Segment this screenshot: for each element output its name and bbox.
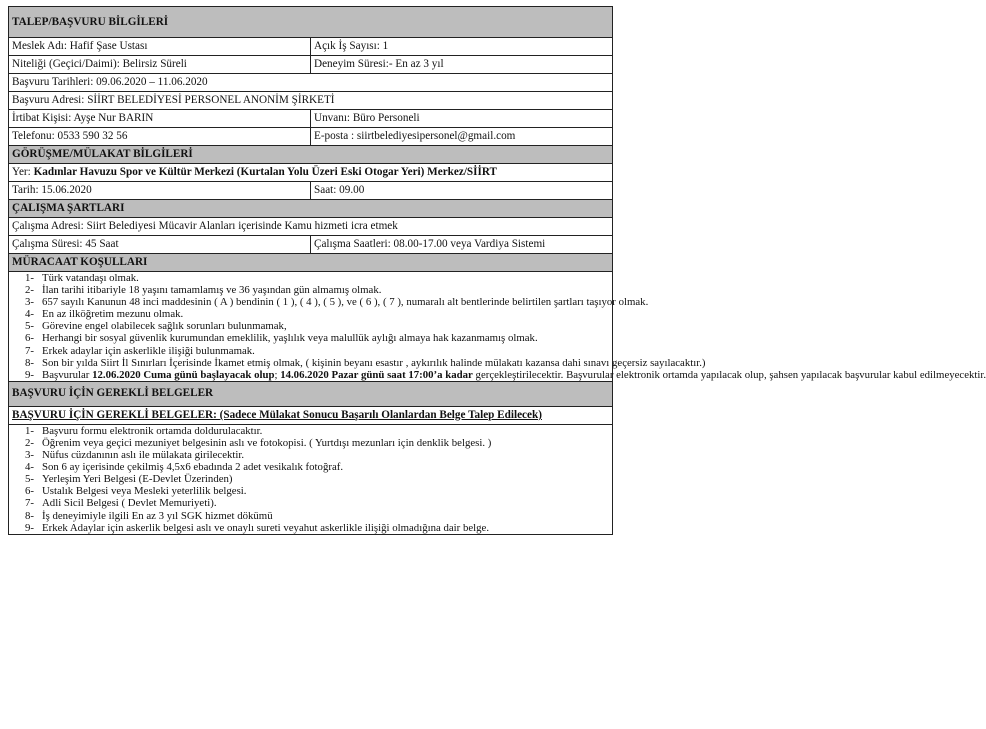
yer-label: Yer: — [12, 166, 34, 178]
section-heading-gorusme: GÖRÜŞME/MÜLAKAT BİLGİLERİ — [9, 146, 613, 164]
belgeler-list-cell — [9, 424, 613, 534]
belgeler-subheading: BAŞVURU İÇİN GEREKLİ BELGELER: (Sadece Mülakat Sonucu Başarılı Olanlardan Belge Talep Edilecek) — [9, 406, 613, 424]
list-item: 5- Görevine engel olabilecek sağlık sorunları bulunmamak, — [25, 320, 287, 333]
acik-is-sayisi: Açık İş Sayısı: 1 — [311, 38, 613, 56]
list-item: 6- Ustalık Belgesi veya Mesleki yeterlilik belgesi. — [25, 485, 247, 498]
section-heading-belgeler: BAŞVURU İÇİN GEREKLİ BELGELER — [9, 381, 613, 406]
list-item: 7- Adli Sicil Belgesi ( Devlet Memuriyeti). — [25, 497, 217, 510]
gorusme-saati: Saat: 09.00 — [311, 182, 613, 200]
list-item: 7- Erkek adaylar için askerlikle ilişiği bulunmamak. — [25, 344, 255, 357]
telefonu: Telefonu: 0533 590 32 56 — [9, 128, 311, 146]
list-item: 3- Nüfus cüzdanının aslı ile mülakata girilecektir. — [25, 449, 245, 462]
list-item: 9- Başvurular 12.06.2020 Cuma günü başlayacak olup; 14.06.2020 Pazar günü saat 17:00’a kadar gerçekleştirilecektir. Başvurular elektronik ortamda yapılacak olup, şahsen yapılacak başvurular kabul edilmeyecektir. — [25, 368, 986, 381]
list-item: 5- Yerleşim Yeri Belgesi (E-Devlet Üzerinden) — [25, 473, 233, 486]
list-item: 4- En az ilköğretim mezunu olmak. — [25, 308, 184, 321]
list-item: 4- Son 6 ay içerisinde çekilmiş 4,5x6 ebadında 2 adet vesikalık fotoğraf. — [25, 461, 344, 474]
list-item: 1- Başvuru formu elektronik ortamda doldurulacaktır. — [25, 424, 263, 437]
list-item: 2- Öğrenim veya geçici mezuniyet belgesinin aslı ve fotokopisi. ( Yurtdışı mezunları için denklik belgesi. ) — [25, 436, 492, 449]
calisma-saatleri: Çalışma Saatleri: 08.00-17.00 veya Vardiya Sistemi — [311, 236, 613, 254]
belgeler-list — [12, 425, 609, 534]
list-item: 9- Erkek Adaylar için askerlik belgesi aslı ve onaylı sureti veyahut askerlikle ilişiği olmadığına dair belge. — [25, 521, 490, 534]
list-item: 8- Son bir yılda Siirt İl Sınırları İçerisinde İkamet etmiş olmak, ( kişinin beyanı esastır , aykırılık halinde mülakatı kazansa dahi sınavı geçersiz sayılacaktır.) — [25, 356, 706, 369]
yer-value: Kadınlar Havuzu Spor ve Kültür Merkezi (Kurtalan Yolu Üzeri Eski Otogar Yeri) Merkez/SİİRT — [33, 166, 498, 178]
niteligi: Niteliği (Geçici/Daimi): Belirsiz Süreli — [9, 56, 311, 74]
application-form-table — [8, 6, 986, 535]
list-item: 3- 657 sayılı Kanunun 48 inci maddesinin ( A ) bendinin ( 1 ), ( 4 ), ( 5 ), ve ( 6 ), ( 7 ), numaralı alt bentlerinde belirtilen şartları taşıyor olmak. — [25, 296, 649, 309]
calisma-adresi: Çalışma Adresi: Siirt Belediyesi Mücavir Alanları içerisinde Kamu hizmeti icra etmek — [9, 218, 613, 236]
calisma-suresi: Çalışma Süresi: 45 Saat — [9, 236, 311, 254]
muracaat-list-cell — [9, 272, 986, 382]
list-item: 2- İlan tarihi itibariyle 18 yaşını tamamlamış ve 36 yaşından gün almamış olmak. — [25, 284, 382, 297]
gorusme-tarihi: Tarih: 15.06.2020 — [9, 182, 311, 200]
basvuru-tarihleri: Başvuru Tarihleri: 09.06.2020 – 11.06.2020 — [9, 74, 613, 92]
e-posta: E-posta : siirtbelediyesipersonel@gmail.com — [311, 128, 613, 146]
list-item: 6- Herhangi bir sosyal güvenlik kurumundan emeklilik, yaşlılık veya malullük aylığı almaya hak kazanmamış olmak. — [25, 332, 538, 345]
list-item: 8- İş deneyimiyle ilgili En az 3 yıl SGK hizmet dökümü — [25, 509, 273, 522]
document-page — [8, 6, 986, 535]
section-heading-calisma: ÇALIŞMA ŞARTLARI — [9, 200, 613, 218]
deneyim-suresi: Deneyim Süresi:- En az 3 yıl — [311, 56, 613, 74]
section-heading-talep: TALEP/BAŞVURU BİLGİLERİ — [9, 7, 613, 38]
basvuru-adresi: Başvuru Adresi: SİİRT BELEDİYESİ PERSONEL ANONİM ŞİRKETİ — [9, 92, 613, 110]
unvani: Unvanı: Büro Personeli — [311, 110, 613, 128]
meslek-adi: Meslek Adı: Hafif Şase Ustası — [9, 38, 311, 56]
muracaat-list — [12, 272, 986, 381]
section-heading-muracaat: MÜRACAAT KOŞULLARI — [9, 254, 613, 272]
list-item: 1- Türk vatandaşı olmak. — [25, 272, 139, 284]
irtibat-kisisi: İrtibat Kişisi: Ayşe Nur BARIN — [9, 110, 311, 128]
gorusme-yeri — [9, 164, 613, 182]
